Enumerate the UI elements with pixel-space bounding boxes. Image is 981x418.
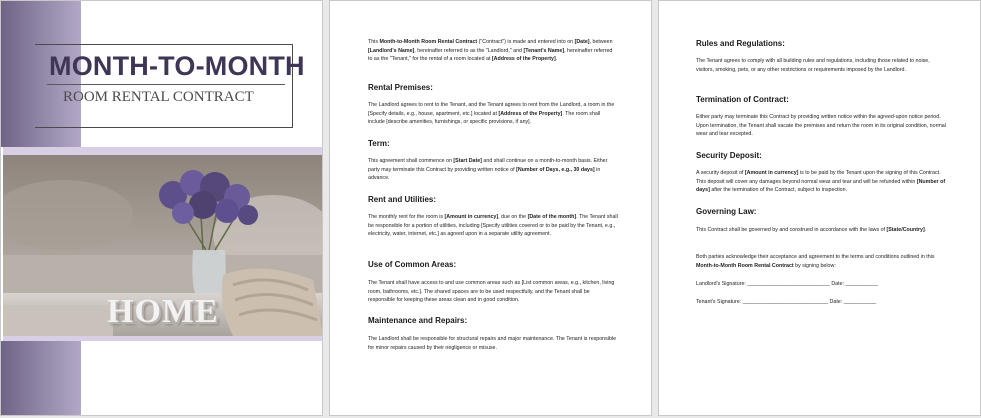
text-run: after the termination of the Contract, subject to inspection. [709, 187, 848, 194]
text-run: The Tenant shall have access to and use common areas such as [List common areas, e.g., kitchen, living room, bathrooms, etc.]. The shared spaces are to be used respectfully, and the Tenant shall be responsible for keeping these areas clean and in good condition. [368, 280, 615, 304]
contract-page-3 [658, 0, 981, 416]
text-run: The Landlord shall be responsible for structural repairs and major maintenance. The Tenant is responsible for minor repairs caused by their negligence or misuse. [368, 336, 617, 351]
heading-rental-premises: Rental Premises: [368, 83, 433, 92]
rent-utilities-text [368, 213, 618, 239]
bold-text-run: [Address of the Property] [498, 110, 563, 117]
text-run: , between [589, 39, 613, 45]
bold-text-run: [Start Date] [453, 158, 482, 164]
bold-text-run: [Tenant's Name] [523, 47, 565, 54]
bold-text-run: [Landlord's Name] [368, 47, 415, 54]
cover-accent-band-bottom [1, 341, 81, 416]
bold-text-run: [Address of the Property] [491, 56, 556, 63]
text-run: A security deposit of [696, 170, 745, 176]
cover-page [0, 0, 323, 416]
heading-rent-utilities: Rent and Utilities: [368, 195, 437, 204]
text-run: , hereinafter referred to as the "Landlord," and [414, 47, 524, 54]
text-run: . The room shall include [describe amenities, furnishings, or specific provisions, if any]. [368, 110, 601, 126]
text-run: and shall continue on a month-to-month basis. Either party may terminate this Contract by providing written notice of [368, 158, 608, 173]
heading-common-areas: Use of Common Areas: [368, 260, 457, 269]
bold-text-run: [Amount in currency] [444, 214, 499, 220]
termination-text [696, 113, 949, 139]
rental-premises-text [368, 101, 618, 127]
bold-text-run: [Date] [574, 39, 590, 45]
cover-title: MONTH-TO-MONTH [49, 51, 305, 81]
heading-governing-law: Governing Law: [696, 207, 757, 216]
acknowledgement-text [696, 253, 949, 270]
text-run: . The Tenant shall be responsible for a portion of utilities, including [Specify utilities covered or to be paid by the Tenant, e.g., electricity, water, internet, etc.] as agreed upon in a separate utility agreement. [368, 214, 618, 238]
text-run: The Landlord agrees to rent to the Tenant, and the Tenant agrees to rent from the Landlord, a room in the [Specify details, e.g., house, apartment, etc.] located at [368, 102, 615, 117]
maintenance-text [368, 335, 618, 352]
landlord-signature-line: Landlord's Signature: ____________________________ Date: ___________ [696, 281, 878, 287]
heading-rules: Rules and Regulations: [696, 39, 785, 48]
text-run: Either party may terminate this Contract by providing written notice within the agreed-upon notice period. Upon termination, the Tenant shall vacate the premises and return the room in its original condition, normal wear and tear excepted. [696, 114, 946, 138]
contract-page-2 [329, 0, 652, 416]
text-run: This Contract shall be governed by and construed in accordance with the laws of [696, 227, 887, 233]
bold-text-run: [Date of the month] [527, 214, 577, 220]
heading-maintenance: Maintenance and Repairs: [368, 316, 468, 325]
rules-text [696, 57, 949, 74]
text-run: is to be paid by the Tenant upon the signing of this Contract. This deposit will cover any damages beyond normal wear and tear and will be refunded within [696, 170, 941, 185]
tenant-signature-line: Tenant's Signature: _____________________________ Date: ___________ [696, 299, 877, 305]
text-run: This agreement shall commence on [368, 158, 454, 164]
term-text [368, 157, 618, 183]
governing-law-text [696, 226, 949, 235]
text-run: The monthly rent for the room is [368, 214, 445, 220]
bold-text-run: [State/Country] [886, 227, 925, 233]
bold-text-run: Month-to-Month Room Rental Contract [696, 262, 794, 269]
title-divider [47, 84, 285, 85]
heading-security-deposit: Security Deposit: [696, 151, 762, 160]
bold-text-run: Month-to-Month Room Rental Contract [379, 39, 478, 45]
text-run: . [555, 56, 558, 63]
text-run: , hereinafter referred to as the "Tenant," for the rental of a room located at [368, 47, 613, 63]
heading-term: Term: [368, 139, 390, 148]
text-run: Both parties acknowledge their acceptance and agreement to the terms and conditions outlined in this [696, 254, 935, 260]
home-letters: HOME [107, 293, 219, 330]
text-run: ("Contract") is made and entered into on [477, 39, 575, 45]
common-areas-text [368, 279, 618, 305]
text-run: . [924, 227, 927, 233]
text-run: , due on the [498, 214, 528, 220]
text-run: in advance. [368, 166, 601, 182]
bold-text-run: [Number of Days, e.g., 30 days] [516, 166, 595, 173]
intro-paragraph [368, 38, 618, 64]
text-run: This [368, 39, 380, 45]
cover-subtitle: ROOM RENTAL CONTRACT [63, 89, 254, 105]
text-run: The Tenant agrees to comply with all building rules and regulations, including those related to noise, visitors, smoking, pets, or any other restrictions or requirements imposed by the Landlord. [696, 58, 930, 73]
bold-text-run: [Amount in currency] [744, 170, 799, 176]
bold-text-run: [Number of days] [696, 178, 946, 194]
text-run: by signing below: [793, 262, 836, 269]
heading-termination: Termination of Contract: [696, 95, 789, 104]
security-deposit-text [696, 169, 949, 195]
